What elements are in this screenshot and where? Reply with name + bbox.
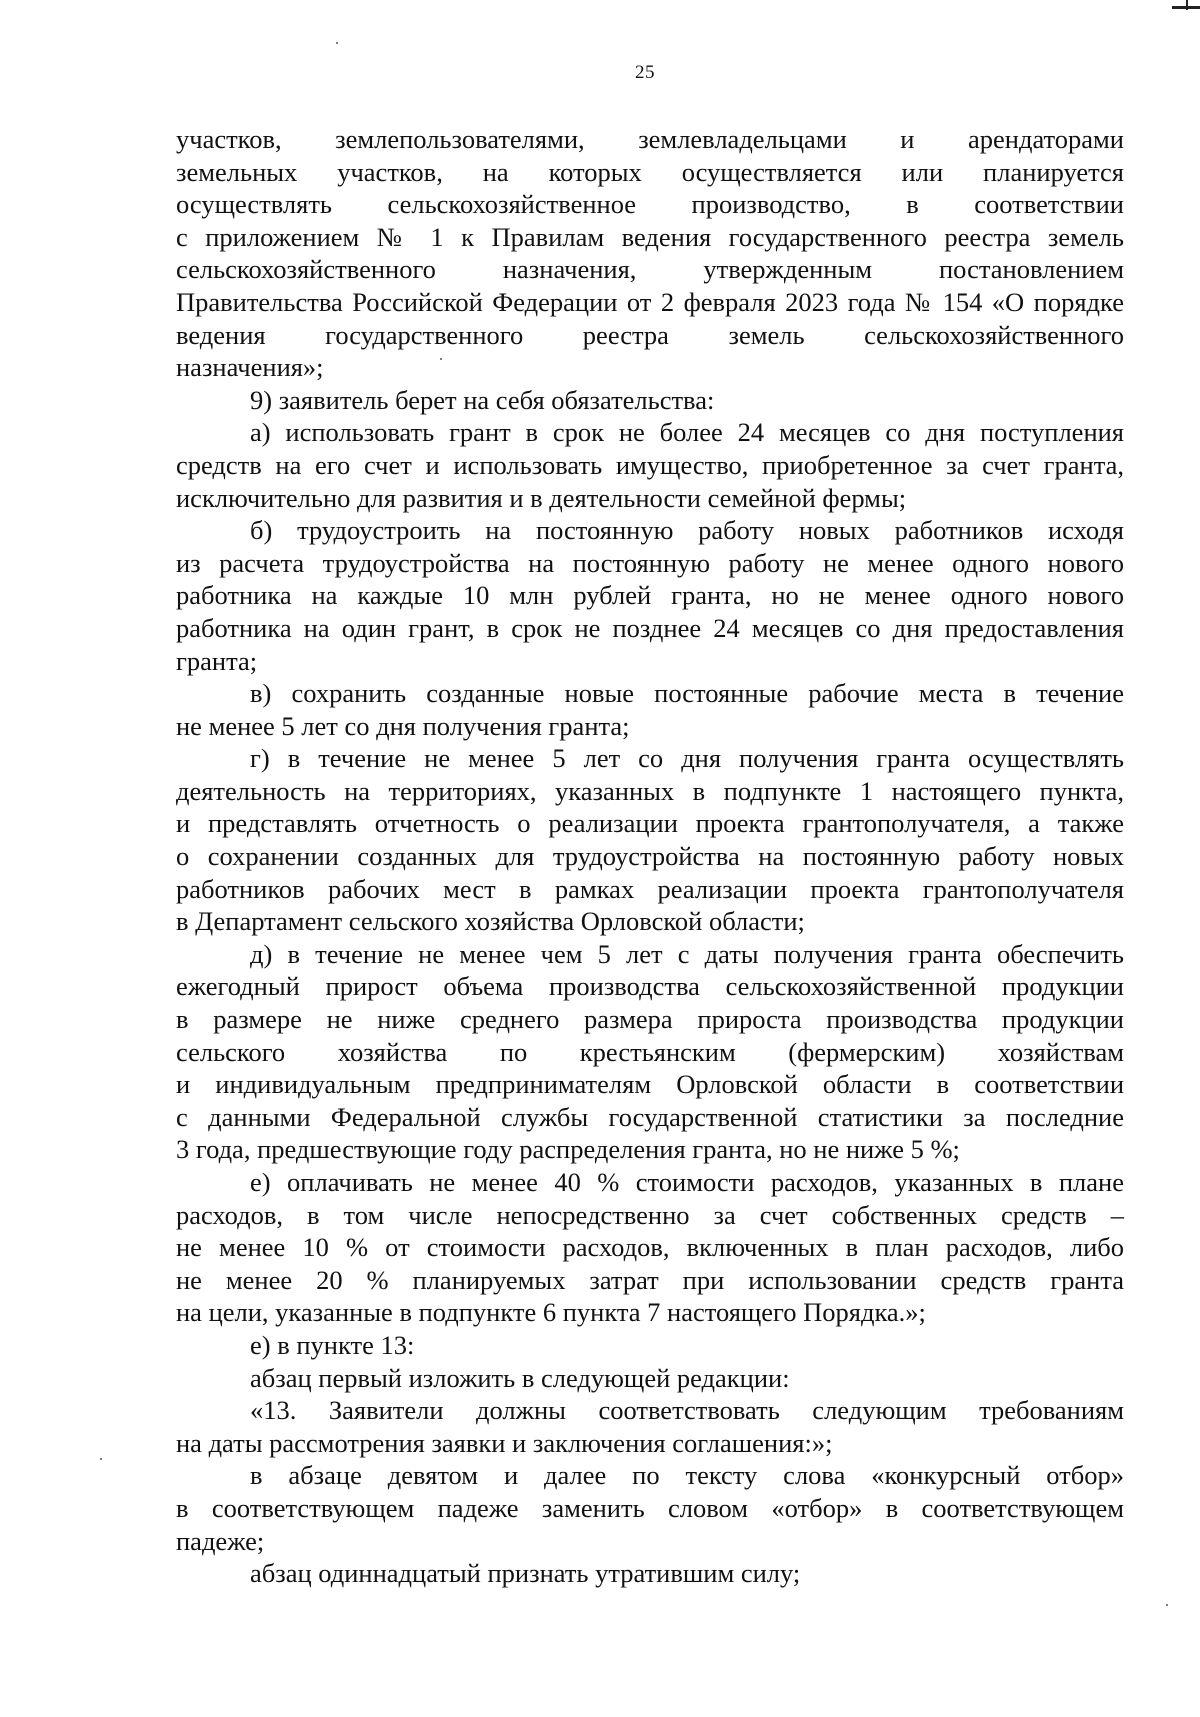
text-line: участков, землепользователями, землевладельцами и арендаторами	[176, 124, 1124, 154]
text-line: а) использовать грант в срок не более 24 месяцев со дня поступления	[250, 417, 1124, 448]
text-line: «13. Заявители должны соответствовать следующим требованиям	[250, 1395, 1124, 1426]
text-line: и индивидуальным предпринимателям Орловской области в соответствии	[176, 1069, 1124, 1100]
text-line: сельского хозяйства по крестьянским (фермерским) хозяйствам	[176, 1036, 1124, 1067]
text-line: 9) заявитель берет на себя обязательства:	[250, 384, 715, 415]
scan-speck	[100, 1458, 102, 1460]
text-line: падеже;	[176, 1525, 265, 1556]
text-line: не менее 10 % от стоимости расходов, включенных в план расходов, либо	[176, 1232, 1124, 1263]
text-line: Правительства Российской Федерации от 2 февраля 2023 года № 154 «О порядке	[176, 286, 1124, 317]
text-line: средств на его счет и использовать имущество, приобретенное за счет гранта,	[176, 449, 1124, 480]
text-line: д) в течение не менее чем 5 лет с даты получения гранта обеспечить	[250, 938, 1124, 969]
text-line: е) оплачивать не менее 40 % стоимости расходов, указанных в плане	[250, 1167, 1124, 1197]
text-line: ежегодный прирост объема производства сельскохозяйственной продукции	[176, 971, 1124, 1002]
text-line: сельскохозяйственного назначения, утвержденным постановлением	[176, 254, 1124, 285]
text-line: ведения государственного реестра земель сельскохозяйственного	[176, 319, 1124, 350]
text-line: не менее 20 % планируемых затрат при использовании средств гранта	[176, 1264, 1124, 1295]
text-line: и представлять отчетность о реализации проекта грантополучателя, а также	[176, 808, 1124, 839]
text-line: в) сохранить созданные новые постоянные рабочие места в течение	[250, 678, 1124, 709]
text-line: г) в течение не менее 5 лет со дня получения гранта осуществлять	[250, 743, 1124, 774]
text-line: 3 года, предшествующие году распределения гранта, но не ниже 5 %;	[176, 1134, 960, 1165]
scan-speck	[336, 42, 338, 44]
text-line: работника на один грант, в срок не позднее 24 месяцев со дня предоставления	[176, 612, 1124, 643]
text-line: с приложением № 1 к Правилам ведения государственного реестра земель	[176, 221, 1124, 252]
text-line: в абзаце девятом и далее по тексту слова «конкурсный отбор»	[250, 1460, 1124, 1491]
text-line: назначения»;	[176, 352, 324, 383]
text-line: деятельность на территориях, указанных в подпункте 1 настоящего пункта,	[176, 775, 1124, 806]
corner-mark-vertical	[1186, 0, 1188, 10]
text-line: из расчета трудоустройства на постоянную работу не менее одного нового	[176, 547, 1124, 578]
text-line: в Департамент сельского хозяйства Орловской области;	[176, 906, 805, 937]
text-line: абзац первый изложить в следующей редакции:	[250, 1362, 790, 1393]
text-line: на цели, указанные в подпункте 6 пункта 7 настоящего Порядка.»;	[176, 1297, 926, 1328]
text-line: о сохранении созданных для трудоустройства на постоянную работу новых	[176, 841, 1124, 872]
text-line: в соответствующем падеже заменить словом «отбор» в соответствующем	[176, 1492, 1124, 1523]
text-line: земельных участков, на которых осуществляется или планируется	[176, 156, 1124, 187]
text-line: е) в пункте 13:	[250, 1329, 415, 1360]
text-line: б) трудоустроить на постоянную работу новых работников исходя	[250, 515, 1124, 546]
text-line: работника на каждые 10 млн рублей гранта, но не менее одного нового	[176, 580, 1124, 611]
text-line: осуществлять сельскохозяйственное производство, в соответствии	[176, 189, 1124, 220]
text-line: работников рабочих мест в рамках реализации проекта грантополучателя	[176, 873, 1124, 904]
text-line: гранта;	[176, 645, 258, 676]
text-line: абзац одиннадцатый признать утратившим силу;	[250, 1558, 801, 1589]
text-line: исключительно для развития и в деятельности семейной фермы;	[176, 482, 907, 513]
scan-speck	[1166, 1604, 1168, 1606]
text-line: расходов, в том числе непосредственно за счет собственных средств –	[176, 1199, 1124, 1230]
text-line: не менее 5 лет со дня получения гранта;	[176, 710, 630, 741]
document-body	[176, 123, 1124, 1590]
text-line: в размере не ниже среднего размера прироста производства продукции	[176, 1004, 1124, 1035]
page-number: 25	[635, 62, 655, 83]
text-line: на даты рассмотрения заявки и заключения соглашения:»;	[176, 1427, 833, 1458]
text-line: с данными Федеральной службы государственной статистики за последние	[176, 1101, 1124, 1132]
